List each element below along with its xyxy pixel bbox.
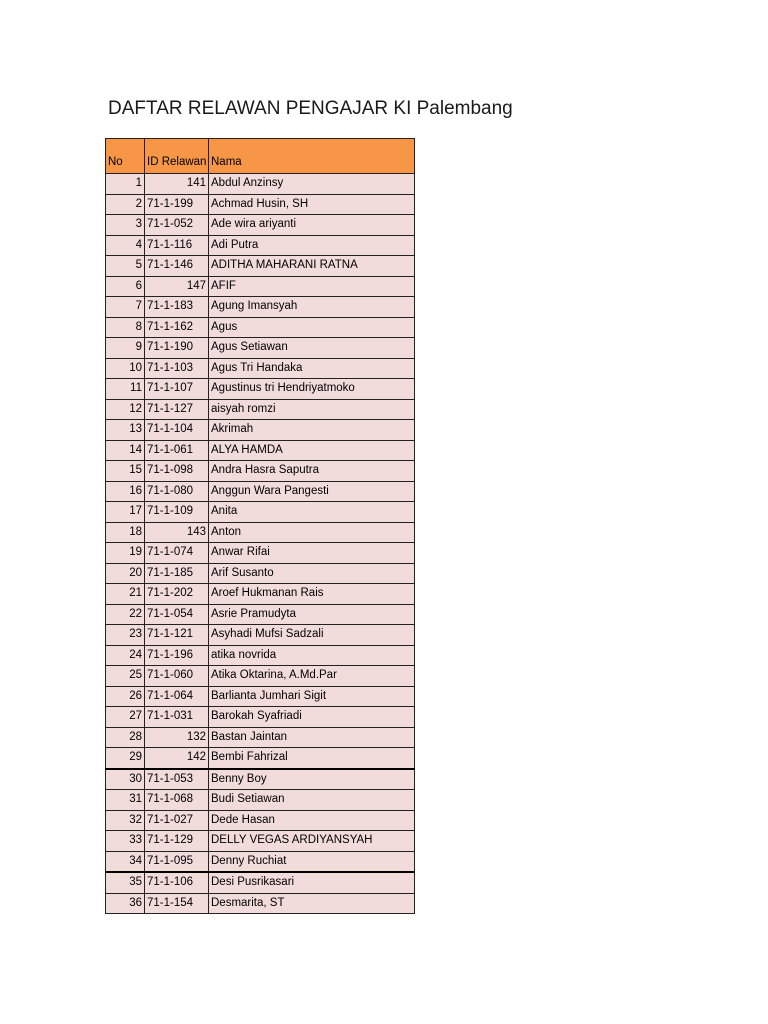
table-row [106, 543, 415, 564]
header-id: ID Relawan [145, 139, 209, 174]
cell-no: 22 [106, 604, 145, 625]
cell-id-relawan: 71-1-068 [145, 790, 209, 811]
cell-no: 12 [106, 399, 145, 420]
cell-no: 1 [106, 174, 145, 195]
table-row [106, 522, 415, 543]
cell-nama: DELLY VEGAS ARDIYANSYAH [209, 831, 415, 852]
table-row [106, 194, 415, 215]
cell-id-relawan: 71-1-053 [145, 769, 209, 790]
cell-no: 26 [106, 686, 145, 707]
cell-nama: Adi Putra [209, 235, 415, 256]
cell-nama: Ade wira ariyanti [209, 215, 415, 236]
table-row [106, 727, 415, 748]
cell-no: 11 [106, 379, 145, 400]
cell-nama: Anggun Wara Pangesti [209, 481, 415, 502]
cell-no: 32 [106, 810, 145, 831]
cell-no: 18 [106, 522, 145, 543]
cell-no: 19 [106, 543, 145, 564]
cell-id-relawan: 71-1-061 [145, 440, 209, 461]
cell-no: 21 [106, 584, 145, 605]
table-row [106, 893, 415, 914]
cell-no: 34 [106, 851, 145, 872]
cell-no: 29 [106, 748, 145, 769]
cell-no: 16 [106, 481, 145, 502]
table-row [106, 174, 415, 195]
cell-nama: aisyah romzi [209, 399, 415, 420]
cell-nama: Aroef Hukmanan Rais [209, 584, 415, 605]
cell-id-relawan: 71-1-054 [145, 604, 209, 625]
cell-no: 8 [106, 317, 145, 338]
cell-nama: AFIF [209, 276, 415, 297]
table-row [106, 235, 415, 256]
cell-id-relawan: 71-1-031 [145, 707, 209, 728]
cell-id-relawan: 71-1-127 [145, 399, 209, 420]
cell-nama: Anwar Rifai [209, 543, 415, 564]
cell-id-relawan: 71-1-146 [145, 256, 209, 277]
cell-nama: Dede Hasan [209, 810, 415, 831]
cell-no: 9 [106, 338, 145, 359]
table-row [106, 625, 415, 646]
cell-nama: Benny Boy [209, 769, 415, 790]
page-title: DAFTAR RELAWAN PENGAJAR KI Palembang [108, 98, 513, 119]
cell-no: 33 [106, 831, 145, 852]
cell-nama: Barokah Syafriadi [209, 707, 415, 728]
cell-nama: Andra Hasra Saputra [209, 461, 415, 482]
cell-no: 10 [106, 358, 145, 379]
table-row [106, 502, 415, 523]
cell-no: 35 [106, 872, 145, 893]
cell-id-relawan: 71-1-196 [145, 645, 209, 666]
table-row [106, 748, 415, 769]
table-row [106, 215, 415, 236]
table-row [106, 831, 415, 852]
cell-id-relawan: 71-1-107 [145, 379, 209, 400]
cell-nama: Agung Imansyah [209, 297, 415, 318]
cell-nama: ADITHA MAHARANI RATNA [209, 256, 415, 277]
table-row [106, 420, 415, 441]
cell-id-relawan: 142 [145, 748, 209, 769]
cell-no: 15 [106, 461, 145, 482]
table-row [106, 297, 415, 318]
cell-nama: Anton [209, 522, 415, 543]
table-row [106, 769, 415, 790]
table-row [106, 563, 415, 584]
cell-id-relawan: 71-1-080 [145, 481, 209, 502]
header-name: Nama [209, 139, 415, 174]
table-row [106, 666, 415, 687]
cell-nama: Bastan Jaintan [209, 727, 415, 748]
cell-id-relawan: 71-1-183 [145, 297, 209, 318]
cell-no: 20 [106, 563, 145, 584]
cell-id-relawan: 71-1-103 [145, 358, 209, 379]
cell-no: 24 [106, 645, 145, 666]
table-row [106, 790, 415, 811]
cell-id-relawan: 71-1-060 [145, 666, 209, 687]
cell-id-relawan: 71-1-064 [145, 686, 209, 707]
cell-nama: Desmarita, ST [209, 893, 415, 914]
cell-nama: Desi Pusrikasari [209, 872, 415, 893]
table-row [106, 686, 415, 707]
table-row [106, 440, 415, 461]
table-row [106, 872, 415, 893]
cell-no: 25 [106, 666, 145, 687]
cell-no: 28 [106, 727, 145, 748]
cell-id-relawan: 71-1-202 [145, 584, 209, 605]
volunteer-table [105, 138, 415, 914]
cell-no: 36 [106, 893, 145, 914]
cell-id-relawan: 71-1-199 [145, 194, 209, 215]
cell-no: 2 [106, 194, 145, 215]
table-row [106, 461, 415, 482]
cell-no: 17 [106, 502, 145, 523]
cell-nama: Arif Susanto [209, 563, 415, 584]
title-container [108, 96, 513, 124]
cell-no: 7 [106, 297, 145, 318]
cell-nama: Asrie Pramudyta [209, 604, 415, 625]
cell-id-relawan: 71-1-052 [145, 215, 209, 236]
cell-nama: Achmad Husin, SH [209, 194, 415, 215]
cell-nama: Agus [209, 317, 415, 338]
table-row [106, 645, 415, 666]
cell-id-relawan: 147 [145, 276, 209, 297]
table-header-row [106, 139, 415, 174]
cell-id-relawan: 71-1-190 [145, 338, 209, 359]
cell-id-relawan: 71-1-116 [145, 235, 209, 256]
cell-id-relawan: 71-1-098 [145, 461, 209, 482]
cell-nama: atika novrida [209, 645, 415, 666]
header-no: No [106, 139, 145, 174]
table-row [106, 358, 415, 379]
cell-nama: Agus Setiawan [209, 338, 415, 359]
cell-id-relawan: 143 [145, 522, 209, 543]
cell-nama: Akrimah [209, 420, 415, 441]
table-row [106, 481, 415, 502]
cell-no: 6 [106, 276, 145, 297]
cell-nama: Agustinus tri Hendriyatmoko [209, 379, 415, 400]
cell-nama: Bembi Fahrizal [209, 748, 415, 769]
cell-id-relawan: 141 [145, 174, 209, 195]
table-row [106, 851, 415, 872]
cell-nama: Asyhadi Mufsi Sadzali [209, 625, 415, 646]
table-row [106, 584, 415, 605]
table-row [106, 810, 415, 831]
table-row [106, 604, 415, 625]
cell-no: 4 [106, 235, 145, 256]
cell-id-relawan: 71-1-162 [145, 317, 209, 338]
cell-id-relawan: 71-1-027 [145, 810, 209, 831]
cell-nama: Anita [209, 502, 415, 523]
cell-nama: Atika Oktarina, A.Md.Par [209, 666, 415, 687]
cell-no: 5 [106, 256, 145, 277]
cell-id-relawan: 71-1-109 [145, 502, 209, 523]
cell-id-relawan: 71-1-104 [145, 420, 209, 441]
table-row [106, 399, 415, 420]
cell-nama: Abdul Anzinsy [209, 174, 415, 195]
table-row [106, 338, 415, 359]
cell-id-relawan: 71-1-185 [145, 563, 209, 584]
table-body [106, 174, 415, 914]
table-row [106, 317, 415, 338]
cell-no: 23 [106, 625, 145, 646]
cell-no: 31 [106, 790, 145, 811]
table-row [106, 256, 415, 277]
cell-id-relawan: 71-1-106 [145, 872, 209, 893]
cell-no: 27 [106, 707, 145, 728]
cell-id-relawan: 71-1-121 [145, 625, 209, 646]
cell-id-relawan: 71-1-095 [145, 851, 209, 872]
cell-nama: Barlianta Jumhari Sigit [209, 686, 415, 707]
cell-no: 13 [106, 420, 145, 441]
cell-nama: Budi Setiawan [209, 790, 415, 811]
table-row [106, 379, 415, 400]
cell-no: 14 [106, 440, 145, 461]
cell-no: 3 [106, 215, 145, 236]
cell-nama: Agus Tri Handaka [209, 358, 415, 379]
cell-nama: Denny Ruchiat [209, 851, 415, 872]
cell-id-relawan: 71-1-074 [145, 543, 209, 564]
cell-no: 30 [106, 769, 145, 790]
cell-nama: ALYA HAMDA [209, 440, 415, 461]
cell-id-relawan: 132 [145, 727, 209, 748]
table-row [106, 276, 415, 297]
table-row [106, 707, 415, 728]
cell-id-relawan: 71-1-129 [145, 831, 209, 852]
cell-id-relawan: 71-1-154 [145, 893, 209, 914]
